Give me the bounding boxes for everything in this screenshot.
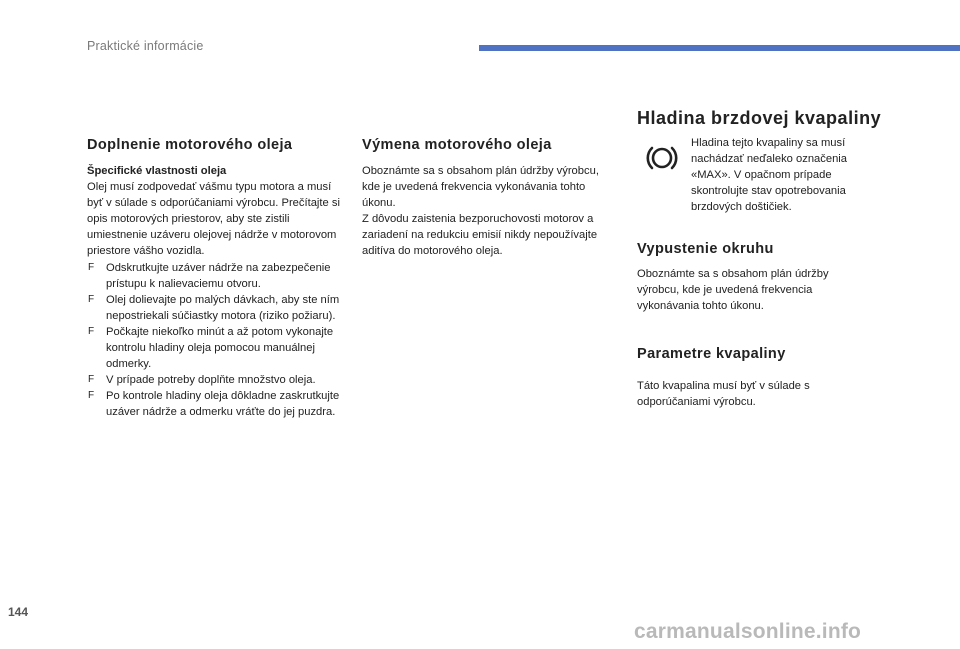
fluid-specs-heading: Parametre kvapaliny — [637, 346, 786, 362]
list-item — [87, 372, 349, 388]
bullet-marker-icon: F — [88, 293, 95, 305]
list-item — [87, 324, 349, 372]
list-item-text: Po kontrole hladiny oleja dôkladne zaskrutkujte uzáver nádrže a odmerku vráťte do jej puzdra. — [106, 390, 340, 419]
header-title: Praktické informácie — [87, 39, 204, 53]
brake-fluid-heading: Hladina brzdovej kvapaliny — [637, 108, 882, 128]
brake-fluid-text: Hladina tejto kvapaliny sa musí nachádzať neďaleko označenia «MAX». V opačnom prípade skontrolujte stav opotrebovania brzdových doštičiek. — [691, 137, 848, 214]
list-item — [87, 292, 349, 324]
brake-warning-icon — [645, 143, 679, 173]
list-item — [87, 388, 349, 420]
page-number: 144 — [8, 605, 29, 619]
list-item-text: Odskrutkujte uzáver nádrže na zabezpečenie prístupu k nalievaciemu otvoru. — [106, 261, 331, 290]
list-item-text: Olej dolievajte po malých dávkach, aby ste ním nepostriekali súčiastky motora (riziko požiaru). — [106, 293, 340, 322]
watermark: carmanualsonline.info — [634, 620, 862, 643]
bullet-marker-icon: F — [88, 390, 95, 402]
oil-change-body — [362, 163, 620, 260]
circuit-drain-heading: Vypustenie okruhu — [637, 241, 774, 257]
list-item-text: Počkajte niekoľko minút a až potom vykonajte kontrolu hladiny oleja pomocou manuálnej odmerky. — [106, 325, 334, 371]
list-item-text: V prípade potreby doplňte množstvo oleja. — [106, 374, 316, 387]
oil-change-p1: Oboznámte sa s obsahom plán údržby výrobcu, kde je uvedená frekvencia vykonávania tohto úkonu. — [362, 165, 599, 210]
oil-change-p2: Z dôvodu zaistenia bezporuchovosti motorov a zariadení na redukciu emisií nikdy nepoužívajte aditíva do motorového oleja. — [362, 213, 598, 258]
bullet-marker-icon: F — [88, 374, 95, 386]
oil-top-up-steps — [87, 260, 349, 421]
oil-change-heading: Výmena motorového oleja — [362, 137, 552, 153]
header-accent-bar — [479, 45, 960, 51]
oil-top-up-intro: Olej musí zodpovedať vášmu typu motora a musí byť v súlade s odporúčaniami výrobcu. Prečítajte si opis motorových priestorov, aby ste zistili umiestnenie uzáveru olejovej nádrže v motorovom priestore vášho vozidla. — [87, 181, 340, 258]
oil-specs-subheading: Špecifické vlastnosti oleja — [87, 165, 227, 177]
fluid-specs-text: Táto kvapalina musí byť v súlade s odporúčaniami výrobcu. — [637, 380, 810, 409]
oil-top-up-heading: Doplnenie motorového oleja — [87, 137, 293, 153]
list-item — [87, 260, 349, 292]
oil-top-up-body — [87, 163, 349, 421]
bullet-marker-icon: F — [88, 325, 95, 337]
circuit-drain-text: Oboznámte sa s obsahom plán údržby výrobcu, kde je uvedená frekvencia vykonávania tohto úkonu. — [637, 268, 829, 313]
bullet-marker-icon: F — [88, 261, 95, 273]
